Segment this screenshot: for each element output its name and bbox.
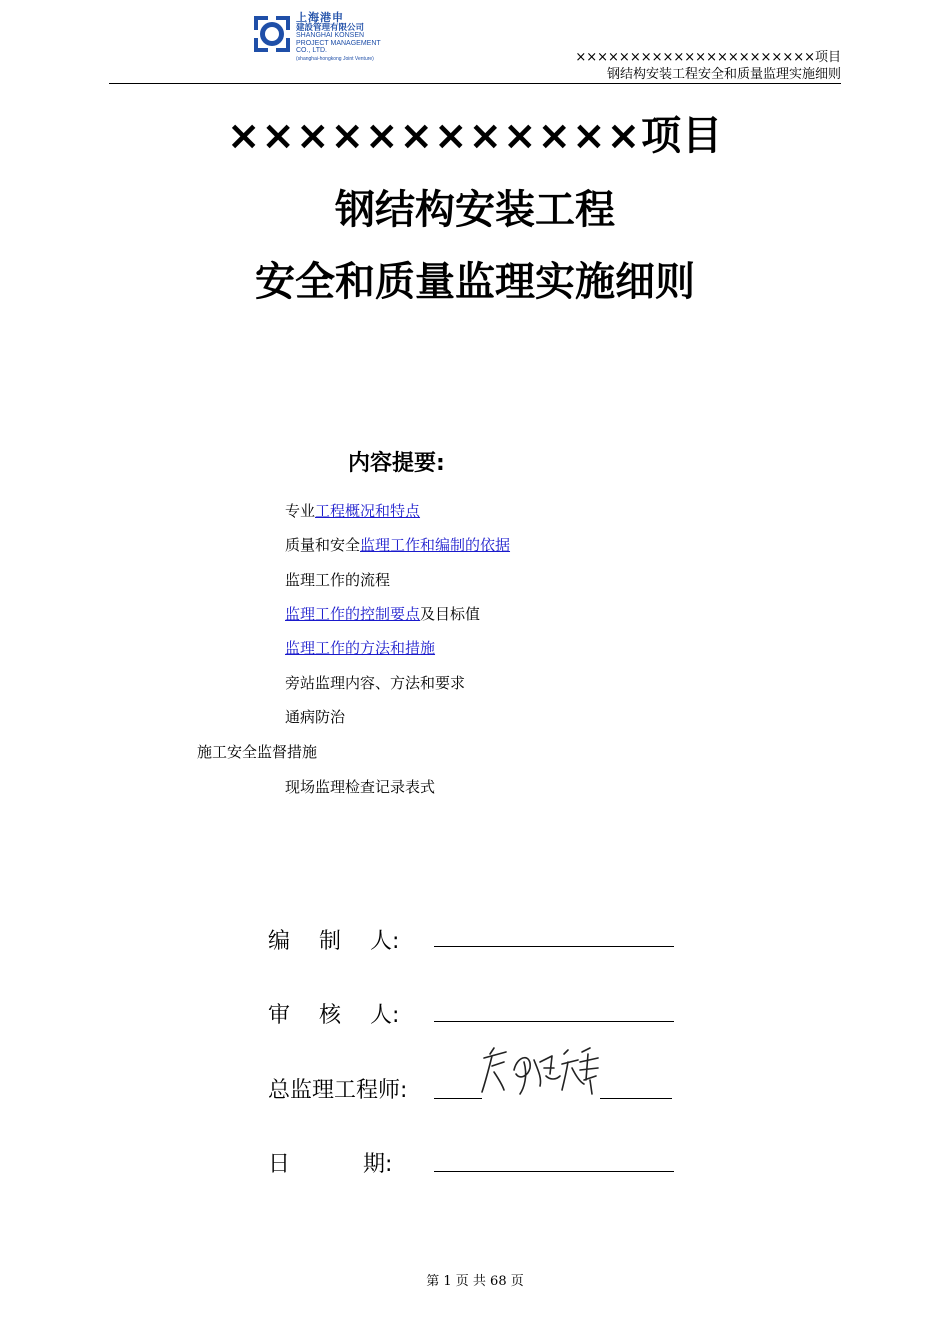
date-label: 日 期: <box>268 1152 393 1177</box>
header-doc-title: 钢结构安装工程安全和质量监理实施细则 <box>606 67 841 82</box>
summary-item-text: 旁站监理内容、方法和要求 <box>285 674 466 692</box>
logo-en-line1: SHANGHAI KONSEN <box>296 32 365 40</box>
summary-item-text: 监理工作的流程 <box>285 571 391 589</box>
summary-item-2 <box>285 534 510 555</box>
chief-signature-line-left[interactable] <box>434 1098 482 1099</box>
summary-item-7 <box>285 706 345 727</box>
summary-item-text: 及目标值 <box>420 605 481 623</box>
date-row <box>268 1147 392 1178</box>
summary-item-text: 通病防治 <box>285 708 346 726</box>
logo-cn-sub: 建設管理有限公司 <box>296 22 365 33</box>
editor-signature-line[interactable] <box>434 946 674 947</box>
logo-en-line3: CO., LTD. <box>296 47 327 55</box>
summary-item-text: 施工安全监督措施 <box>197 743 318 761</box>
summary-item-5 <box>285 637 435 658</box>
editor-label: 编 制 人: <box>268 929 400 954</box>
handwritten-signature <box>480 1040 605 1098</box>
summary-item-text: 现场监理检查记录表式 <box>285 778 436 796</box>
page-footer: 第 1 页 共 68 页 <box>426 1274 524 1289</box>
chief-signature-line-right[interactable] <box>600 1098 672 1099</box>
summary-item-4 <box>285 603 480 624</box>
reviewer-label: 审 核 人: <box>268 1003 400 1028</box>
date-signature-line[interactable] <box>434 1171 674 1172</box>
summary-item-link[interactable]: 工程概况和特点 <box>315 502 421 520</box>
summary-item-9 <box>285 776 435 797</box>
summary-item-8 <box>197 741 317 762</box>
logo-small: (shanghai-hongkong Joint Venture) <box>296 55 374 62</box>
summary-item-3 <box>285 569 390 590</box>
header-divider <box>109 83 841 84</box>
summary-item-text: 专业 <box>285 502 316 520</box>
summary-item-link[interactable]: 监理工作的方法和措施 <box>285 639 436 657</box>
title-line-3: 安全和质量监理实施细则 <box>255 259 695 305</box>
reviewer-signature-line[interactable] <box>434 1021 674 1022</box>
summary-heading: 内容提要: <box>348 451 445 476</box>
logo-text <box>296 12 381 62</box>
logo-emblem-icon <box>254 16 290 52</box>
reviewer-row <box>268 998 399 1029</box>
logo-cn-name: 上海港申 <box>296 11 344 24</box>
title-line-1: ××××××××××××项目 <box>226 113 724 159</box>
summary-item-link[interactable]: 监理工作的控制要点 <box>285 605 421 623</box>
company-logo <box>254 12 384 66</box>
logo-en-line2: PROJECT MANAGEMENT <box>296 39 381 47</box>
summary-item-link[interactable]: 监理工作和编制的依据 <box>360 536 511 554</box>
summary-item-1 <box>285 500 420 521</box>
summary-item-text: 质量和安全 <box>285 536 361 554</box>
title-line-2: 钢结构安装工程 <box>335 187 615 233</box>
chief-row <box>268 1073 407 1104</box>
chief-label: 总监理工程师: <box>268 1078 408 1103</box>
editor-row <box>268 924 399 955</box>
header-project: ××××××××××××××××××××××项目 <box>575 50 841 65</box>
summary-item-6 <box>285 672 465 693</box>
page-header <box>575 49 841 83</box>
